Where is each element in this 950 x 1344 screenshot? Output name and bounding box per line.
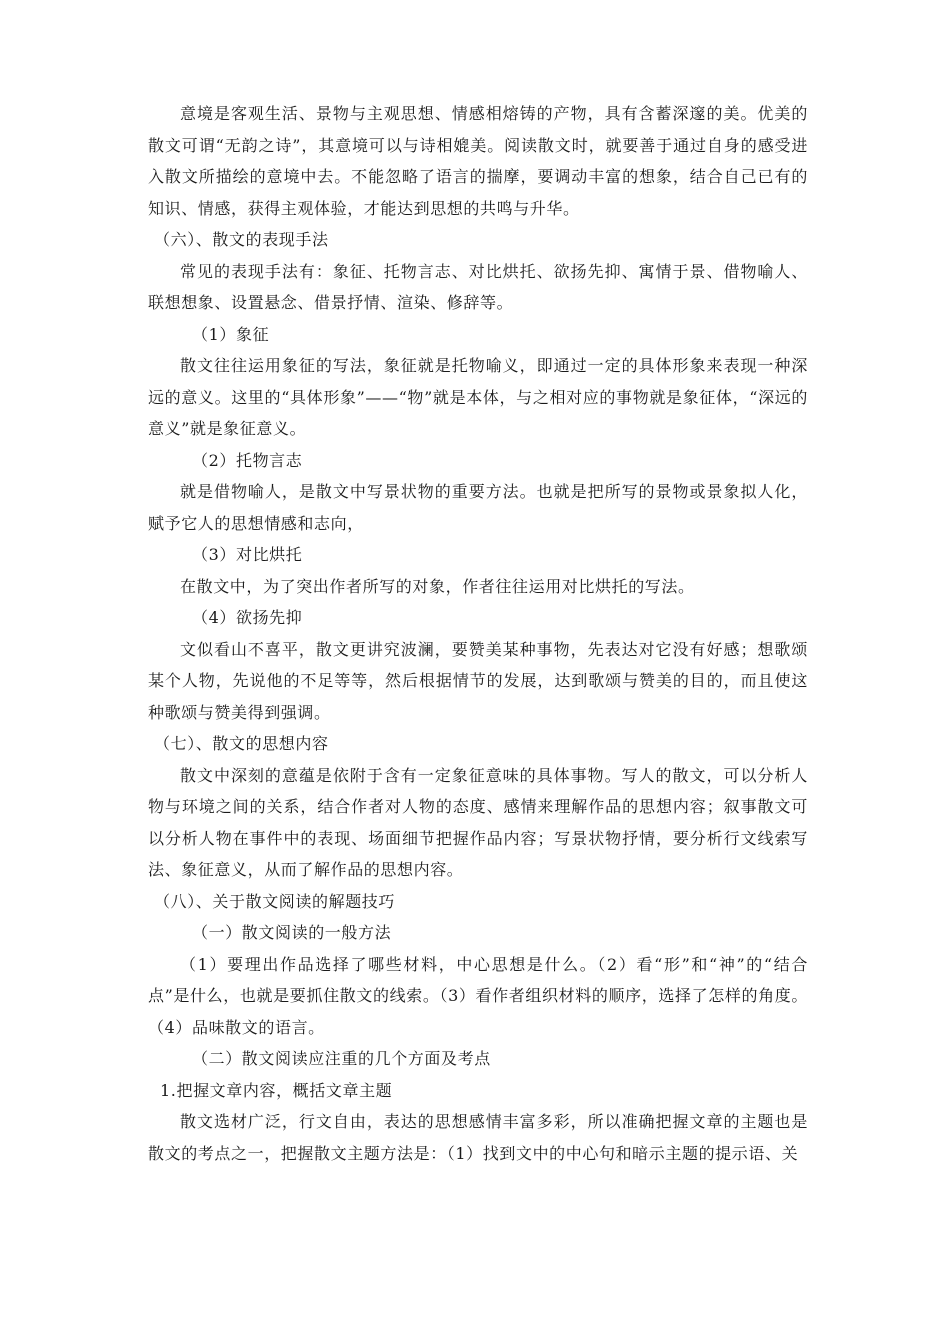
section-heading-6: （六）、散文的表现手法 xyxy=(154,230,329,249)
paragraph-yuyang: 文似看山不喜平，散文更讲究波澜，要赞美某种事物，先表达对它没有好感；想歌颂某个人物，先说他的不足等等，然后根据情节的发展，达到歌颂与赞美的目的，而且使这种歌颂与赞美得到强调。 xyxy=(148,639,808,722)
paragraph-tuowu: 就是借物喻人，是散文中写景状物的重要方法。也就是把所写的景物或景象拟人化，赋予它人的思想情感和志向， xyxy=(148,482,808,533)
paragraph-yijing: 意境是客观生活、景物与主观思想、情感相熔铸的产物，具有含蓄深邃的美。优美的散文可谓“无韵之诗”，其意境可以与诗相媲美。阅读散文时，就要善于通过自身的感受进入散文所描绘的意境中去。不能忽略了语言的揣摩，要调动丰富的想象，结合自己已有的知识、情感，获得主观体验，才能达到思想的共鸣与升华。 xyxy=(148,104,808,218)
subheading-contrast: （3）对比烘托 xyxy=(192,545,303,564)
subheading-symbolism: （1）象征 xyxy=(192,324,270,344)
subheading-yuyang: （4）欲扬先抑 xyxy=(192,608,303,627)
paragraph-general-method: （1）要理出作品选择了哪些材料，中心思想是什么。（2）看“形”和“神”的“结合点”是什么，也就是要抓住散文的线索。（3）看作者组织材料的顺序，选择了怎样的角度。（4）品味散文的语言。 xyxy=(148,954,808,1037)
point-1-theme: 1.把握文章内容，概括文章主题 xyxy=(160,1080,393,1100)
paragraph-contrast: 在散文中，为了突出作者所写的对象，作者往往运用对比烘托的写法。 xyxy=(180,576,695,596)
subheading-general-method: （一）散文阅读的一般方法 xyxy=(192,923,392,942)
section-heading-8: （八）、关于散文阅读的解题技巧 xyxy=(154,891,396,911)
paragraph-techniques-list: 常见的表现手法有：象征、托物言志、对比烘托、欲扬先抑、寓情于景、借物喻人、联想想象、设置悬念、借景抒情、渲染、修辞等。 xyxy=(148,261,808,312)
document-body xyxy=(148,98,808,1169)
section-heading-7: （七）、散文的思想内容 xyxy=(154,734,329,753)
subheading-key-points: （二）散文阅读应注重的几个方面及考点 xyxy=(192,1049,491,1068)
paragraph-symbolism: 散文往往运用象征的写法，象征就是托物喻义，即通过一定的具体形象来表现一种深远的意义。这里的“具体形象”——“物”就是本体，与之相对应的事物就是象征体，“深远的意义”就是象征意义。 xyxy=(148,356,808,438)
subheading-tuowu: （2）托物言志 xyxy=(192,450,303,470)
paragraph-thought-content: 散文中深刻的意蕴是依附于含有一定象征意味的具体事物。写人的散文，可以分析人物与环境之间的关系，结合作者对人物的态度、感情来理解作品的思想内容；叙事散文可以分析人物在事件中的表现、场面细节把握作品内容；写景状物抒情，要分析行文线索写法、象征意义，从而了解作品的思想内容。 xyxy=(148,765,808,879)
paragraph-theme: 散文选材广泛，行文自由，表达的思想感情丰富多彩，所以准确把握文章的主题也是散文的考点之一，把握散文主题方法是：（1）找到文中的中心句和暗示主题的提示语、关 xyxy=(148,1112,808,1163)
